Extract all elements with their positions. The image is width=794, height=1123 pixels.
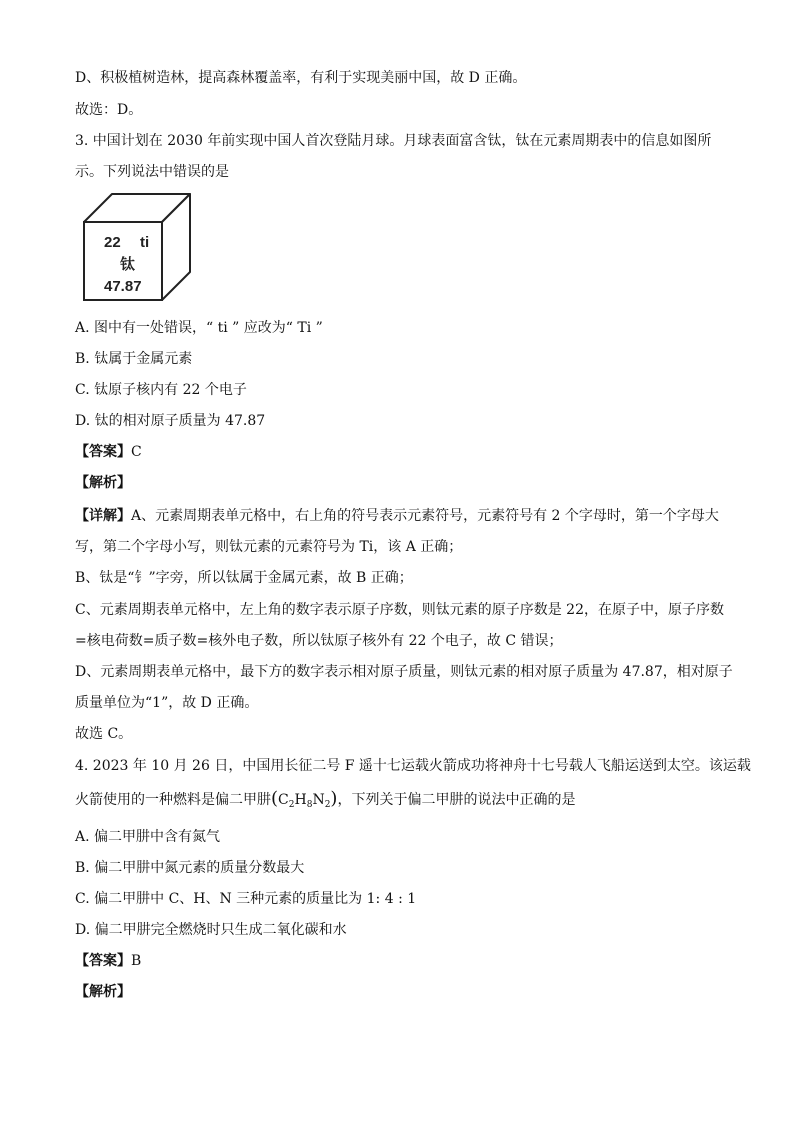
detail-3-line: 【详解】A、元素周期表单元格中，右上角的符号表示元素符号，元素符号有 2 个字母时，第一个字母大: [75, 508, 719, 524]
option-4d: D. 偏二甲肼完全燃烧时只生成二氧化碳和水: [75, 922, 347, 938]
detail-3-line: 质量单位为“1”，故 D 正确。: [75, 695, 259, 711]
element-cell-figure: [82, 192, 192, 304]
detail-3-line: C、元素周期表单元格中，左上角的数字表示原子序数，则钛元素的原子序数是 22，在原子中，原子序数: [75, 602, 724, 618]
question-4-stem: 4. 2023 年 10 月 26 日，中国用长征二号 F 遥十七运载火箭成功将神舟十七号载人飞船运送到太空。该运载: [75, 758, 751, 774]
question-4-stem-cont: 火箭使用的一种燃料是偏二甲肼$(C_2H_8N_2)$，下列关于偏二甲肼的说法中正确的是: [75, 788, 576, 810]
analysis-3-tag: 【解析】: [75, 475, 131, 491]
element-symbol: ti: [140, 234, 150, 251]
detail-3-line: 写，第二个字母小写，则钛元素的元素符号为 Ti，该 A 正确；: [75, 539, 463, 555]
answer-4: [75, 951, 141, 971]
atomic-mass: 47.87: [104, 278, 142, 295]
detail-3-line: 故选 C。: [75, 726, 133, 742]
detail-3-line: B、钛是“钅”字旁，所以钛属于金属元素，故 B 正确；: [75, 570, 413, 586]
formula: $C_2H_8N_2$: [278, 792, 331, 810]
option-3a: A. 图中有一处错误，“ ti ” 应改为“ Ti ”: [75, 320, 323, 336]
option-3d: D. 钛的相对原子质量为 47.87: [75, 413, 266, 429]
option-4a: A. 偏二甲肼中含有氮气: [75, 829, 221, 845]
detail-3-line: =核电荷数=质子数=核外电子数，所以钛原子核外有 22 个电子，故 C 错误；: [75, 633, 563, 649]
answer-tag: 【答案】: [75, 953, 131, 969]
option-3c: C. 钛原子核内有 22 个电子: [75, 382, 247, 398]
question-3-stem-cont: 示。下列说法中错误的是: [75, 164, 229, 180]
answer-value: B: [131, 953, 142, 969]
detail-3-line: D、元素周期表单元格中，最下方的数字表示相对原子质量，则钛元素的相对原子质量为 47.87，相对原子: [75, 664, 733, 680]
text-line: D、积极植树造林，提高森林覆盖率，有利于实现美丽中国，故 D 正确。: [75, 70, 527, 86]
option-4b: B. 偏二甲肼中氮元素的质量分数最大: [75, 860, 305, 876]
answer-3: [75, 442, 142, 462]
atomic-number: 22: [104, 234, 121, 251]
element-name: 钛: [120, 255, 136, 273]
answer-tag: 【答案】: [75, 444, 131, 460]
answer-value: C: [131, 444, 142, 460]
text-line: 故选：D。: [75, 102, 143, 118]
periodic-cell-cube: [82, 192, 192, 304]
question-3-stem: 3. 中国计划在 2030 年前实现中国人首次登陆月球。月球表面富含钛，钛在元素周期表中的信息如图所: [75, 133, 712, 149]
analysis-4-tag: 【解析】: [75, 984, 131, 1000]
option-4c: C. 偏二甲肼中 C、H、N 三种元素的质量比为 1: 4 : 1: [75, 891, 417, 907]
detail-tag: 【详解】: [75, 508, 131, 524]
option-3b: B. 钛属于金属元素: [75, 351, 193, 367]
